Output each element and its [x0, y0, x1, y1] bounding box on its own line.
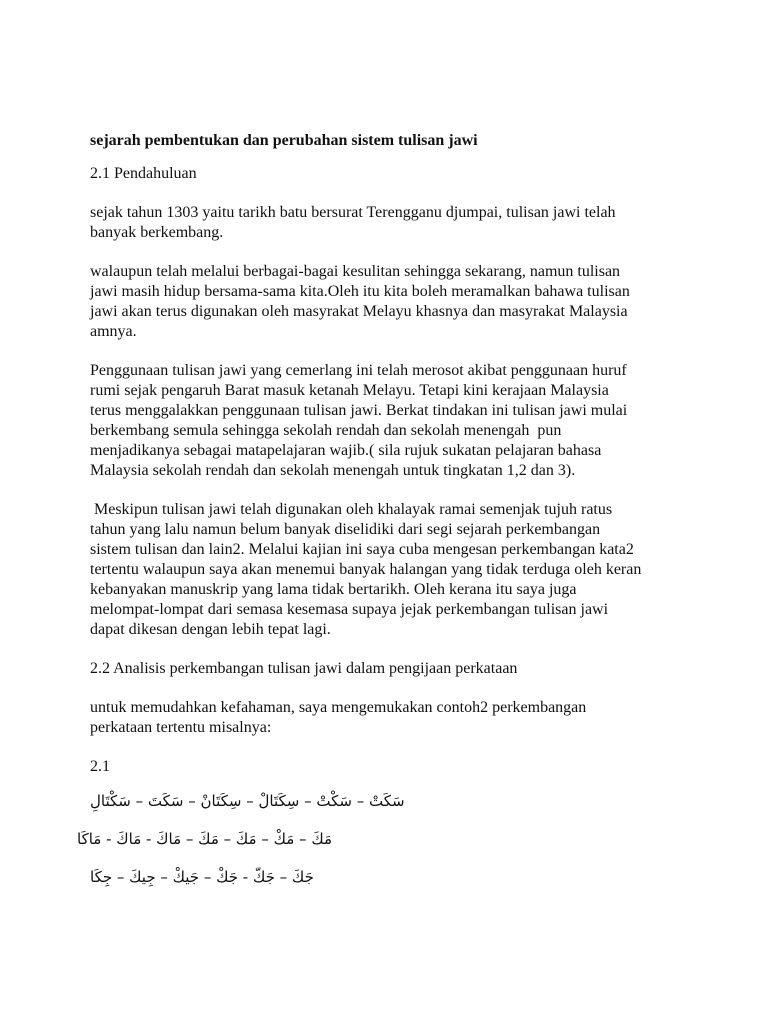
- paragraph-3: Penggunaan tulisan jawi yang cemerlang ini telah merosot akibat penggunaan huruf rumi sejak pengaruh Barat masuk ketanah Melayu. Tetapi kini kerajaan Malaysia terus menggalakkan penggunaan tulisan jawi. Berkat tindakan ini tulisan jawi mulai berkembang semula sehingga sekolah rendah dan sekolah menengah pun menjadikanya sebagai matapelajaran wajib.( sila rujuk sukatan pelajaran bahasa Malaysia sekolah rendah dan sekolah menengah untuk tingkatan 1,2 dan 3).: [90, 362, 628, 479]
- jawi-example-line-2: مَكَ – مَكْ – مَكَ – مَكَ – مَاكَ - مَاكَ - مَاكَا: [77, 830, 332, 848]
- jawi-example-line-3: جَكَ – جَكّ - جَكْ – جَيكْ – جِيكَ – جِكَا: [90, 868, 314, 886]
- document-title: sejarah pembentukan dan perubahan sistem tulisan jawi: [90, 132, 478, 149]
- paragraph-4: Meskipun tulisan jawi telah digunakan oleh khalayak ramai semenjak tujuh ratus tahun yang lalu namun belum banyak diselidiki dari segi sejarah perkembangan sistem tulisan dan lain2. Melalui kajian ini saya cuba mengesan perkembangan kata2 tertentu walaupun saya akan menemui banyak halangan yang tidak terduga oleh keran kebanyakan manuskrip yang lama tidak bertarikh. Oleh kerana itu saya juga melompat-lompat dari semasa kesemasa supaya jejak perkembangan tulisan jawi dapat dikesan dengan lebih tepat lagi.: [90, 501, 642, 638]
- jawi-example-line-1: سَكَتْ – سَكْتْ – سِكَتَالْ – سِكَتَانْ – سَكَتَ – سَكْتَالِ: [90, 792, 405, 810]
- section-heading-analisis: 2.2 Analisis perkembangan tulisan jawi dalam pengijaan perkataan: [90, 660, 518, 677]
- section-heading-pendahuluan: 2.1 Pendahuluan: [90, 165, 197, 182]
- paragraph-5: untuk memudahkan kefahaman, saya mengemukakan contoh2 perkembangan perkataan tertentu misalnya:: [90, 699, 587, 736]
- paragraph-2: walaupun telah melalui berbagai-bagai kesulitan sehingga sekarang, namun tulisan jawi masih hidup bersama-sama kita.Oleh itu kita boleh meramalkan bahawa tulisan jawi akan terus digunakan oleh masyrakat Melayu khasnya dan masyrakat Malaysia amnya.: [90, 263, 630, 340]
- paragraph-1: sejak tahun 1303 yaitu tarikh batu bersurat Terengganu djumpai, tulisan jawi telah banyak berkembang.: [90, 204, 616, 241]
- document-page: [77, 131, 690, 904]
- subsection-number: 2.1: [90, 758, 110, 775]
